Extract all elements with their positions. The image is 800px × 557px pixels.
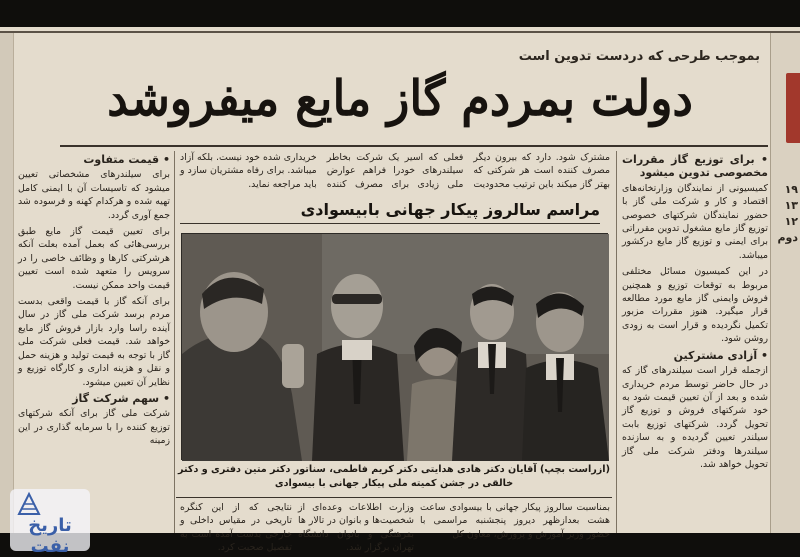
- top-rule: [0, 31, 800, 33]
- article-bottom-left: [180, 501, 292, 554]
- section-heading: • برای توزیع گاز مقررات مخصوصی تدوین میشود: [622, 153, 768, 180]
- paragraph: وزارت اطلاعات وعده‌ای از شخصیت‌ها و بانوان در تالار ها بفرهنگی و بانوان دانشگاه تهران برگزار شد.: [298, 502, 414, 554]
- paragraph: کمیسیونی از نمایندگان وزارتخانه‌های اقتصاد و کار و شرکت ملی گاز با حضور نمایندگان شرکتهای خصوصی توزیع گاز مایع مشغول تدوین مقرراتی برای ایمنی و توزیع گاز مایع درکشور میباشد.: [622, 182, 768, 261]
- paragraph: نتایجی که از این کنگره تاریخی در مقیاس داخلی و خارجی بدست آمده است به تفصیل صحبت کرد.: [180, 502, 292, 554]
- column-divider: [174, 151, 175, 533]
- column-left: [18, 151, 170, 491]
- article-bottom-middle: [298, 501, 414, 554]
- watermark-logo: [10, 489, 90, 557]
- paragraph: در این کمیسیون مسائل مختلفی مربوط به توقعات توزیع و همچنین فروش وایمنی گاز مایع مورد مطالعه قرار میگیرد. هنوز مقررات مزبور تکمیل نگردیده و قرار است به زودی روشن شود.: [622, 266, 768, 345]
- adjacent-page-strip: [770, 33, 800, 533]
- paragraph: برای سیلندرهای مشخصاتی تعیین میشود که تاسیسات آن با ایمنی کامل تهیه شده و هرکدام کهنه و فرسوده شد جمع آوری گردد.: [18, 169, 170, 221]
- paragraph: بمناسبت سالروز پیکار جهانی با بیسوادی ساعت هشت بعدازظهر دیروز پنجشنبه مراسمی با حضور وزیر آموزش و پرورش، معاون کل: [420, 502, 610, 540]
- oil-derrick-icon: [16, 493, 42, 515]
- page-left-edge: [0, 33, 14, 533]
- headline: دولت بمردم گاز مایع میفروشد: [107, 69, 693, 127]
- section-heading: • آزادی مشترکین: [673, 348, 768, 362]
- photo-caption: (ازراست بچپ) آقایان دکتر هادی هدایتی دکتر کریم فاطمی، سناتور دکتر متین دفتری و دکتر خالقی در جشن کمیته ملی پیکار جهانی با بیسوادی: [178, 464, 610, 489]
- paragraph: برای تعیین قیمت گاز مایع طبق بررسی‌هائی که بعمل آمده بعلت آنکه هرشرکتی کارها و وظائف خاصی را در سرویس را متعهد شده است تعیین قیمت واحد ممکن نیست.: [18, 226, 170, 291]
- paragraph: ازجمله قرار است سیلندرهای گاز که در حال حاضر توسط مردم خریداری شده و بعد از آن تعیین قیمت شود به خود شرکتهای فروش و توزیع گاز تحویل گردد. شرکتهای توزیع بابت سیلندر تعیین گردیده و به سازنده سیلندرها ودفتر شرکت ملی گاز تحویل خواهد شد.: [622, 365, 768, 470]
- photo-title-rule: [180, 223, 600, 224]
- news-photo: [181, 233, 608, 460]
- paragraph: مشترک شود. دارد که بیرون دیگر مصرف کننده است هر شرکتی که بهتر گاز میکند باین ترتیب محدودیت فعلی که اسیر یک شرکت بخاطر سیلندرهای خودرا فراهم عوارض ملی زیادی برای مصرف کننده خریداری شده خود نیست. بلکه آزاد میباشد. برای رفاه مشتریان سازد و باید مراجعه نماید.: [180, 152, 610, 190]
- paragraph: شرکت ملی گاز برای آنکه شرکتهای توزیع کننده را با سرمایه گذاری در این زمینه: [18, 408, 170, 447]
- adjacent-text-fragment: دوم: [777, 231, 798, 244]
- paragraph: برای آنکه گاز با قیمت واقعی بدست مردم برسد شرکت ملی گاز در سال آینده راسا وارد بازار فروش گاز مایع خواهد شد. قیمت فعلی شرکت ملی گاز با توجه به قیمت تولید و هزینه حمل و نقل و هزینه اداری و کارگاه توزیع و نظایر آن تعیین میشود.: [18, 296, 170, 388]
- newspaper-page: [0, 27, 800, 557]
- logo-text: تاریخ نفت: [28, 515, 72, 557]
- photo-illustration: [182, 234, 609, 461]
- column-divider: [616, 151, 617, 533]
- headline-rule: [60, 145, 768, 147]
- section-heading: • سهم شرکت گاز: [72, 391, 170, 405]
- section-heading: • قیمت متفاوت: [83, 153, 170, 166]
- column-right: [622, 151, 768, 531]
- column-middle-top: [180, 151, 610, 195]
- article-bottom-right: [420, 501, 610, 540]
- subheadline: بموجب طرحی که دردست تدوین است: [518, 49, 760, 64]
- adjacent-text-fragment: ۱۳: [784, 199, 798, 212]
- photo-story-title: مراسم سالروز پیکار جهانی بابیسوادی: [300, 200, 600, 219]
- adjacent-text-fragment: ۱۲: [784, 215, 798, 228]
- caption-rule: [176, 497, 612, 498]
- adjacent-text-fragment: ۱۹: [784, 183, 798, 196]
- red-ink-mark: [786, 73, 800, 143]
